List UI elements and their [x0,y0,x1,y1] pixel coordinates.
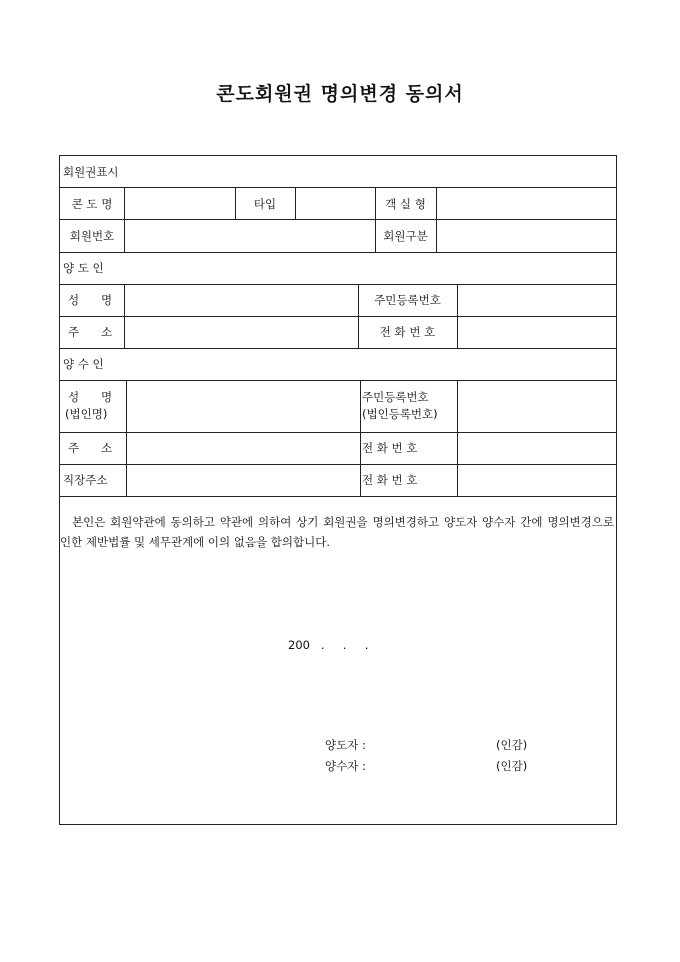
row-divider [60,316,616,317]
member-number-label: 회원번호 [69,229,115,243]
column-divider [124,187,125,252]
transferor-name-label: 성 명 [68,293,113,307]
column-divider [124,284,125,348]
row-divider [60,252,616,253]
transferee-signature-label: 양수자 : [325,759,366,773]
date-line: 200 . . . [288,638,369,652]
row-divider [60,219,616,220]
transferor-resident-number-label: 주민등록번호 [374,293,441,307]
transferee-corp-name-label: (법인명) [65,407,108,421]
column-divider [457,380,458,496]
agreement-text: 본인은 회원약관에 동의하고 약관에 의하여 상기 회원권을 명의변경하고 양도자 양수자 간에 명의변경으로 인한 제반법률 및 세무관계에 이의 없음을 합의합니다. [60,515,614,549]
consent-form [59,155,617,825]
membership-section-label: 회원권표시 [63,165,119,179]
row-divider [60,380,616,381]
row-divider [60,496,616,497]
row-divider [60,284,616,285]
row-divider [60,464,616,465]
transferee-work-phone-label: 전 화 번 호 [362,473,418,487]
column-divider [295,187,296,219]
member-class-label: 회원구분 [383,229,428,243]
transferee-name-label: 성 명 [68,390,113,404]
column-divider [457,284,458,348]
transferor-phone-label: 전 화 번 호 [379,325,436,339]
room-type-label: 객 실 형 [385,197,426,211]
transferor-address-label: 주 소 [68,325,113,339]
transferee-seal-label: (인감) [496,759,528,773]
transferor-seal-label: (인감) [496,738,528,752]
transferor-signature-label: 양도자 : [325,738,366,752]
row-divider [60,348,616,349]
transferor-section-label: 양 도 인 [63,261,104,275]
transferee-section-label: 양 수 인 [63,357,104,371]
column-divider [436,187,437,252]
row-divider [60,187,616,188]
column-divider [360,380,361,496]
row-divider [60,432,616,433]
transferee-work-address-label: 직장주소 [63,473,108,487]
transferee-address-label: 주 소 [68,441,113,455]
transferee-corp-number-label: (법인등록번호) [362,407,438,421]
document-title: 콘도회원권 명의변경 동의서 [216,83,464,105]
type-label: 타입 [253,197,277,211]
condo-name-label: 콘 도 명 [71,197,113,211]
column-divider [126,380,127,496]
transferee-resident-number-label: 주민등록번호 [362,390,429,404]
transferee-phone-label: 전 화 번 호 [362,441,418,455]
